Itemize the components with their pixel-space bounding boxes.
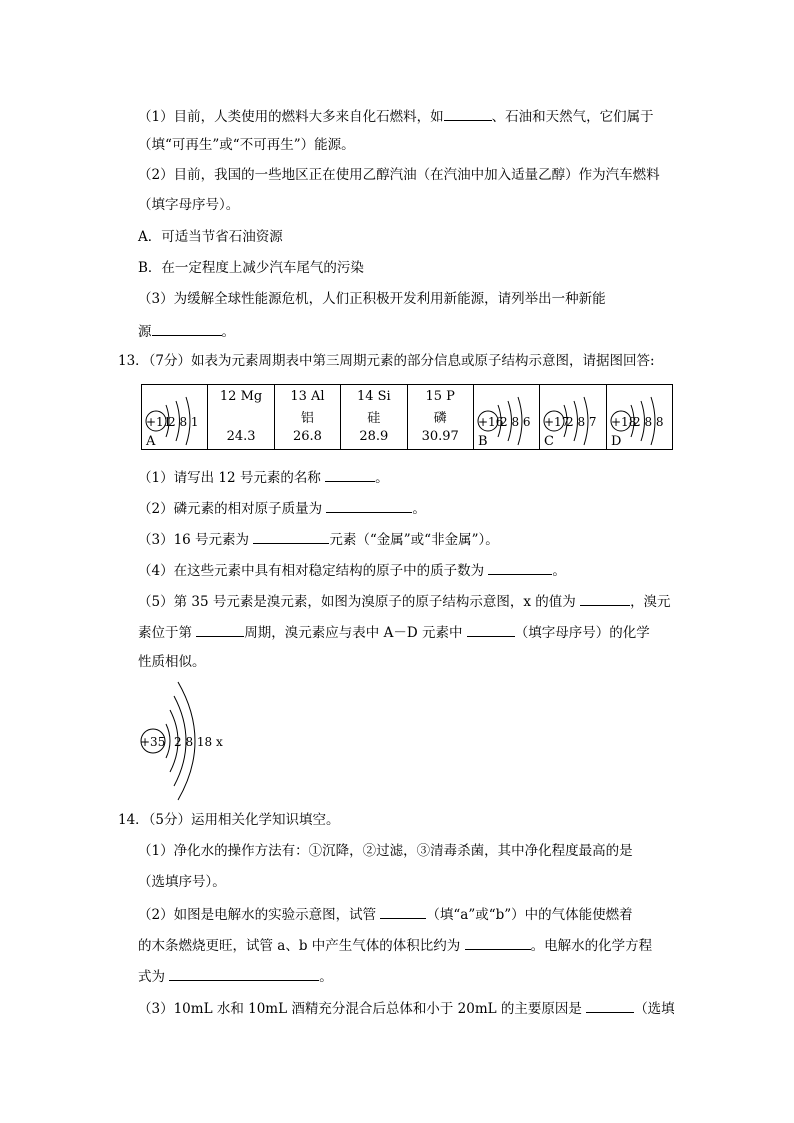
br-electron-config: 2 8 18 x [174,735,223,749]
q12-part2-line1: （2）目前，我国的一些地区正在使用乙醇汽油（在汽油中加入适量乙醇）作为汽车燃料 [138,167,660,183]
q14-sub2-line2: 的木条燃烧更旺，试管 a、b 中产生气体的体积比约为 。电解水的化学方程 [138,935,652,955]
q13-sub2: （2）磷元素的相对原子质量为 。 [138,498,426,518]
q13-sub1: （1）请写出 12 号元素的名称 。 [138,467,389,487]
q13-sub5-line3: 性质相似。 [138,654,206,670]
br-nucleus-charge: +35 [140,735,166,749]
atom-structure-icon [142,385,204,450]
atom-diagram-a [142,385,208,450]
atom-diagram-c [540,385,606,450]
answer-blank[interactable] [580,591,630,606]
q13-sub3: （3）16 号元素为 元素（“金属”或“非金属”）。 [138,529,499,549]
q14-header: 14．（5分）运用相关化学知识填空。 [118,812,340,828]
q12-part3-line1: （3）为缓解全球性能源危机，人们正积极开发利用新能源，请列举出一种新能 [138,291,606,307]
q12-part1-line2: （填“可再生”或“不可再生”）能源。 [138,137,355,153]
q13-sub5-line2: 素位于第 周期，溴元素应与表中 A－D 元素中 （填字母序号）的化学 [138,622,650,642]
q12-part1-line1: （1）目前，人类使用的燃料大多来自化石燃料，如 、石油和天然气，它们属于 [138,106,654,126]
atom-diagram-b [473,385,539,450]
electron-config: 2 8 1 [168,415,199,429]
answer-blank[interactable] [380,904,426,919]
element-cell-p: 15 P 磷 30.97 [407,385,473,450]
q12-part3-line2: 源 。 [138,321,235,341]
electron-config: 2 8 8 [632,415,664,429]
atom-structure-icon [607,385,669,450]
electron-config: 2 8 6 [499,415,531,429]
q13-header: 13．（7分）如表为元素周期表中第三周期元素的部分信息或原子结构示意图，请据图回答: [118,353,655,369]
q14-sub1-line2: （选填序号）。 [138,874,226,890]
atom-label: B [477,434,488,449]
answer-blank[interactable] [444,106,492,121]
nucleus-charge: +18 [610,415,636,429]
element-cell-al: 13 Al 铝 26.8 [274,385,340,450]
q14-sub1-line1: （1）净化水的操作方法有：①沉降，②过滤，③清毒杀菌，其中净化程度最高的是 [138,843,633,859]
periodic-table-row3 [141,384,673,450]
q12-option-b: B．在一定程度上减少汽车尾气的污染 [138,260,364,276]
answer-blank[interactable] [488,560,552,575]
q12-part2-line2: （填字母序号）。 [138,197,240,213]
nucleus-charge: +17 [544,415,570,429]
atom-label: C [544,434,555,449]
q14-sub3-line1: （3）10mL 水和 10mL 酒精充分混合后总体和小于 20mL 的主要原因是 （选填 [138,998,675,1018]
answer-blank[interactable] [196,622,244,637]
element-cell-si: 14 Si 硅 28.9 [341,385,407,450]
atom-diagram-d [606,385,672,450]
answer-blank[interactable] [169,966,319,981]
answer-blank[interactable] [467,622,515,637]
answer-blank[interactable] [465,935,531,950]
q14-sub2-line3: 式为 。 [138,966,333,986]
answer-blank[interactable] [253,529,329,544]
element-cell-mg: 12 Mg 24.3 [208,385,274,450]
electron-config: 2 8 7 [566,415,597,429]
answer-blank[interactable] [152,321,222,336]
nucleus-charge: +16 [477,415,504,429]
q14-sub2-line1: （2）如图是电解水的实验示意图，试管 （填“a”或“b”）中的气体能使燃着 [138,904,633,924]
nucleus-charge: +11 [146,415,172,429]
atom-structure-icon [540,385,602,450]
answer-blank[interactable] [326,498,412,513]
atom-structure-icon [474,385,536,450]
q12-option-a: A．可适当节省石油资源 [138,229,283,245]
answer-blank[interactable] [586,998,634,1013]
answer-blank[interactable] [325,467,375,482]
atom-label: A [146,434,156,449]
q13-sub4: （4）在这些元素中具有相对稳定结构的原子中的质子数为 。 [138,560,566,580]
atom-label: D [610,434,622,449]
bromine-atom-diagram [136,680,246,805]
q13-sub5-line1: （5）第 35 号元素是溴元素，如图为溴原子的原子结构示意图，x 的值为 ，溴元 [138,591,671,611]
